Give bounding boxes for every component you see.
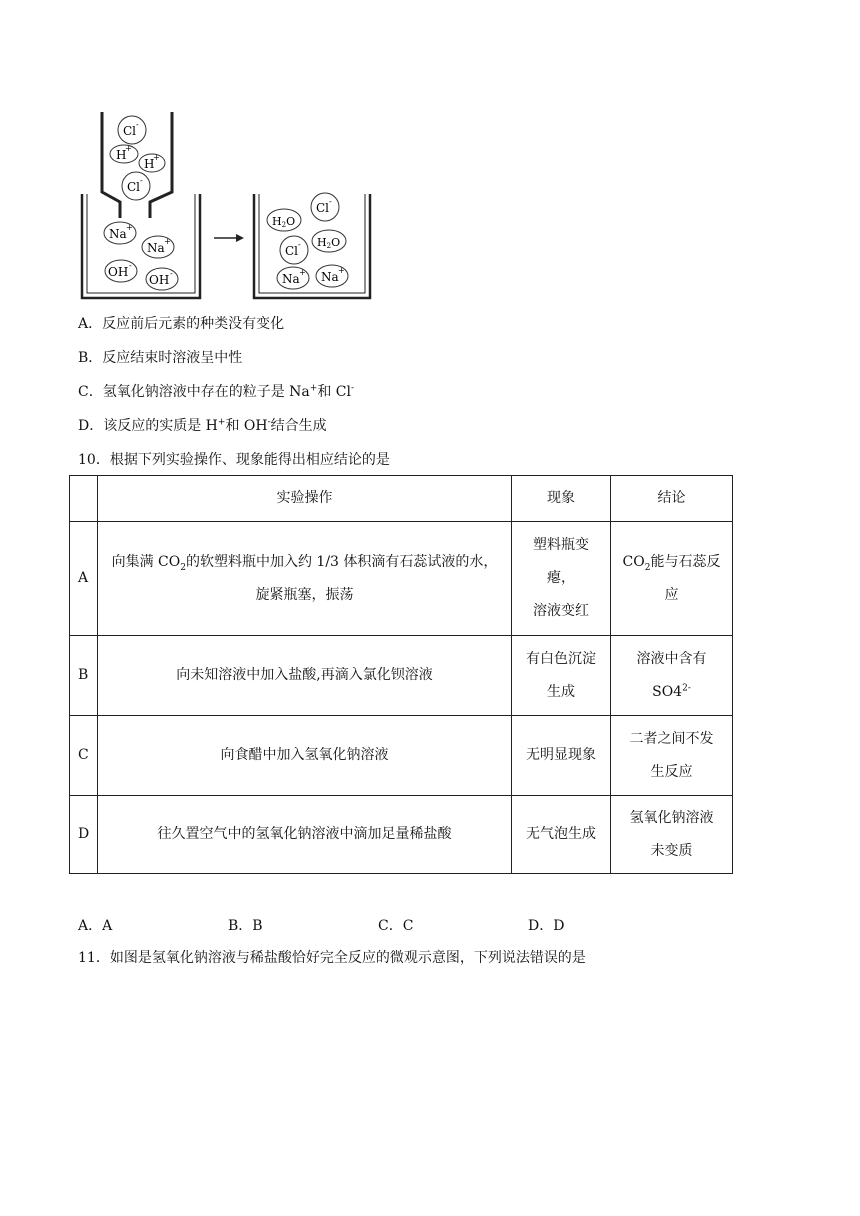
conclusion-c <box>611 716 733 796</box>
operation-a: 向集满 $CO_2$的软塑料瓶中加入约 1/3 体积滴有石蕊试液的水， 旋紧瓶塞，振荡 <box>98 522 512 636</box>
beaker-left <box>82 194 200 298</box>
conclusion-c-1: 二者之间不发 <box>629 730 714 747</box>
ion-cl-1 <box>118 116 146 144</box>
answer-c: C．C <box>378 918 414 934</box>
svg-text:Cl: Cl <box>285 244 299 258</box>
svg-text:+: + <box>126 223 133 232</box>
operation-d: 往久置空气中的氢氧化钠溶液中滴加足量稀盐酸 <box>98 796 512 874</box>
option-d-suffix: 结合生成 <box>270 418 327 434</box>
svg-text:+: + <box>125 144 132 153</box>
operation-a-line2: 旋紧瓶塞，振荡 <box>255 586 354 603</box>
operation-c: 向食醋中加入氢氧化钠溶液 <box>98 716 512 796</box>
conclusion-a-1a: CO <box>622 553 645 570</box>
header-conclusion: 结论 <box>611 476 733 522</box>
reaction-arrow <box>214 234 244 242</box>
option-c: C．氢氧化钠溶液中存在的粒子是 Na+和 Cl- <box>78 383 354 400</box>
svg-text:+: + <box>338 266 345 275</box>
svg-text:-: - <box>170 269 173 278</box>
option-c-mid: 和 Cl <box>317 384 351 400</box>
svg-text:+: + <box>299 268 306 277</box>
svg-text:Na: Na <box>321 270 339 284</box>
phenomenon-a-3: 溶液变红 <box>533 603 589 619</box>
svg-text:OH: OH <box>108 265 129 279</box>
conclusion-d-1: 氢氧化钠溶液 <box>629 809 714 826</box>
option-a: A．反应前后元素的种类没有变化 <box>78 316 285 332</box>
experiment-table <box>69 475 733 874</box>
ion-h-1 <box>110 144 138 163</box>
svg-text:-: - <box>136 120 139 129</box>
table-row <box>70 636 733 716</box>
phenomenon-b-2: 生成 <box>547 683 575 700</box>
ion-na-3 <box>277 267 309 289</box>
row-label-b: B <box>70 636 98 716</box>
option-d-prefix: D．该反应的实质是 H <box>78 418 218 434</box>
conclusion-a-2: 应 <box>664 586 679 603</box>
ion-na-2 <box>142 236 174 258</box>
ion-cl-2 <box>122 172 150 200</box>
answer-d: D．D <box>528 918 565 934</box>
table-header-row <box>70 476 733 522</box>
conclusion-b-1: 溶液中含有 <box>636 650 707 667</box>
molecule-h2o-2 <box>312 230 346 252</box>
svg-text:Cl: Cl <box>316 201 330 215</box>
ion-cl-4 <box>280 236 308 264</box>
option-d-mid: 和 OH <box>225 418 268 434</box>
conclusion-a: $CO_2$能与石蕊反 应 <box>611 522 733 636</box>
question-10-stem: 10．根据下列实验操作、现象能得出相应结论的是 <box>78 452 390 468</box>
svg-text:Na: Na <box>109 227 127 241</box>
svg-text:-: - <box>329 197 332 206</box>
svg-text:H2O: H2O <box>317 236 341 250</box>
svg-text:+: + <box>153 153 160 162</box>
option-d: D．该反应的实质是 H+和 OH-结合生成 <box>78 417 327 434</box>
phenomenon-a-2: 瘪， <box>547 570 575 586</box>
svg-text:H: H <box>116 148 127 162</box>
conclusion-b: 溶液中含有 $SO4^{2-}$ <box>611 636 733 716</box>
phenomenon-a-1: 塑料瓶变 <box>533 537 589 553</box>
conclusion-d <box>611 796 733 874</box>
operation-a-line1b: 的软塑料瓶中加入约 1/3 体积滴有石蕊试液的水， <box>185 553 498 570</box>
svg-text:Cl: Cl <box>123 124 137 138</box>
option-c-prefix: C．氢氧化钠溶液中存在的粒子是 Na <box>78 384 310 400</box>
conclusion-d-2: 未变质 <box>650 842 693 859</box>
neutralization-diagram <box>74 110 374 302</box>
svg-text:-: - <box>298 240 301 249</box>
row-label-c: C <box>70 716 98 796</box>
ion-oh-2 <box>146 268 178 290</box>
row-label-a: A <box>70 522 98 636</box>
header-operation: 实验操作 <box>98 476 512 522</box>
phenomenon-b-1: 有白色沉淀 <box>526 650 596 667</box>
svg-text:Na: Na <box>147 241 165 255</box>
operation-b: 向未知溶液中加入盐酸,再滴入氯化钡溶液 <box>98 636 512 716</box>
svg-text:H2O: H2O <box>272 215 296 229</box>
phenomenon-b <box>512 636 611 716</box>
molecule-h2o-1 <box>267 209 301 231</box>
svg-text:-: - <box>129 261 132 270</box>
phenomenon-d: 无气泡生成 <box>512 796 611 874</box>
header-blank <box>70 476 98 522</box>
row-label-d: D <box>70 796 98 874</box>
header-phenomenon: 现象 <box>512 476 611 522</box>
operation-a-line1a: 向集满 CO <box>111 553 181 570</box>
table-row <box>70 796 733 874</box>
svg-text:OH: OH <box>149 273 170 287</box>
svg-text:+: + <box>164 237 171 246</box>
question-11-stem: 11．如图是氢氧化钠溶液与稀盐酸恰好完全反应的微观示意图，下列说法错误的是 <box>78 950 586 966</box>
conclusion-c-2: 生反应 <box>650 763 693 780</box>
svg-text:Na: Na <box>282 272 300 286</box>
phenomenon-c: 无明显现象 <box>512 716 611 796</box>
svg-text:Cl: Cl <box>127 180 141 194</box>
table-row <box>70 716 733 796</box>
phenomenon-a <box>512 522 611 636</box>
ion-cl-3 <box>311 193 339 221</box>
ion-h-2 <box>139 153 165 172</box>
ion-oh-1 <box>105 260 137 282</box>
answer-a: A．A <box>78 918 113 934</box>
conclusion-a-1b: 能与石蕊反 <box>650 553 721 570</box>
ion-na-4 <box>316 265 348 287</box>
option-b: B．反应结束时溶液呈中性 <box>78 350 243 366</box>
answer-b: B．B <box>228 918 263 934</box>
table-row <box>70 522 733 636</box>
svg-text:H: H <box>144 157 155 171</box>
conclusion-b-2: SO4 <box>652 683 683 700</box>
svg-text:-: - <box>140 176 143 185</box>
ion-na-1 <box>104 222 136 244</box>
